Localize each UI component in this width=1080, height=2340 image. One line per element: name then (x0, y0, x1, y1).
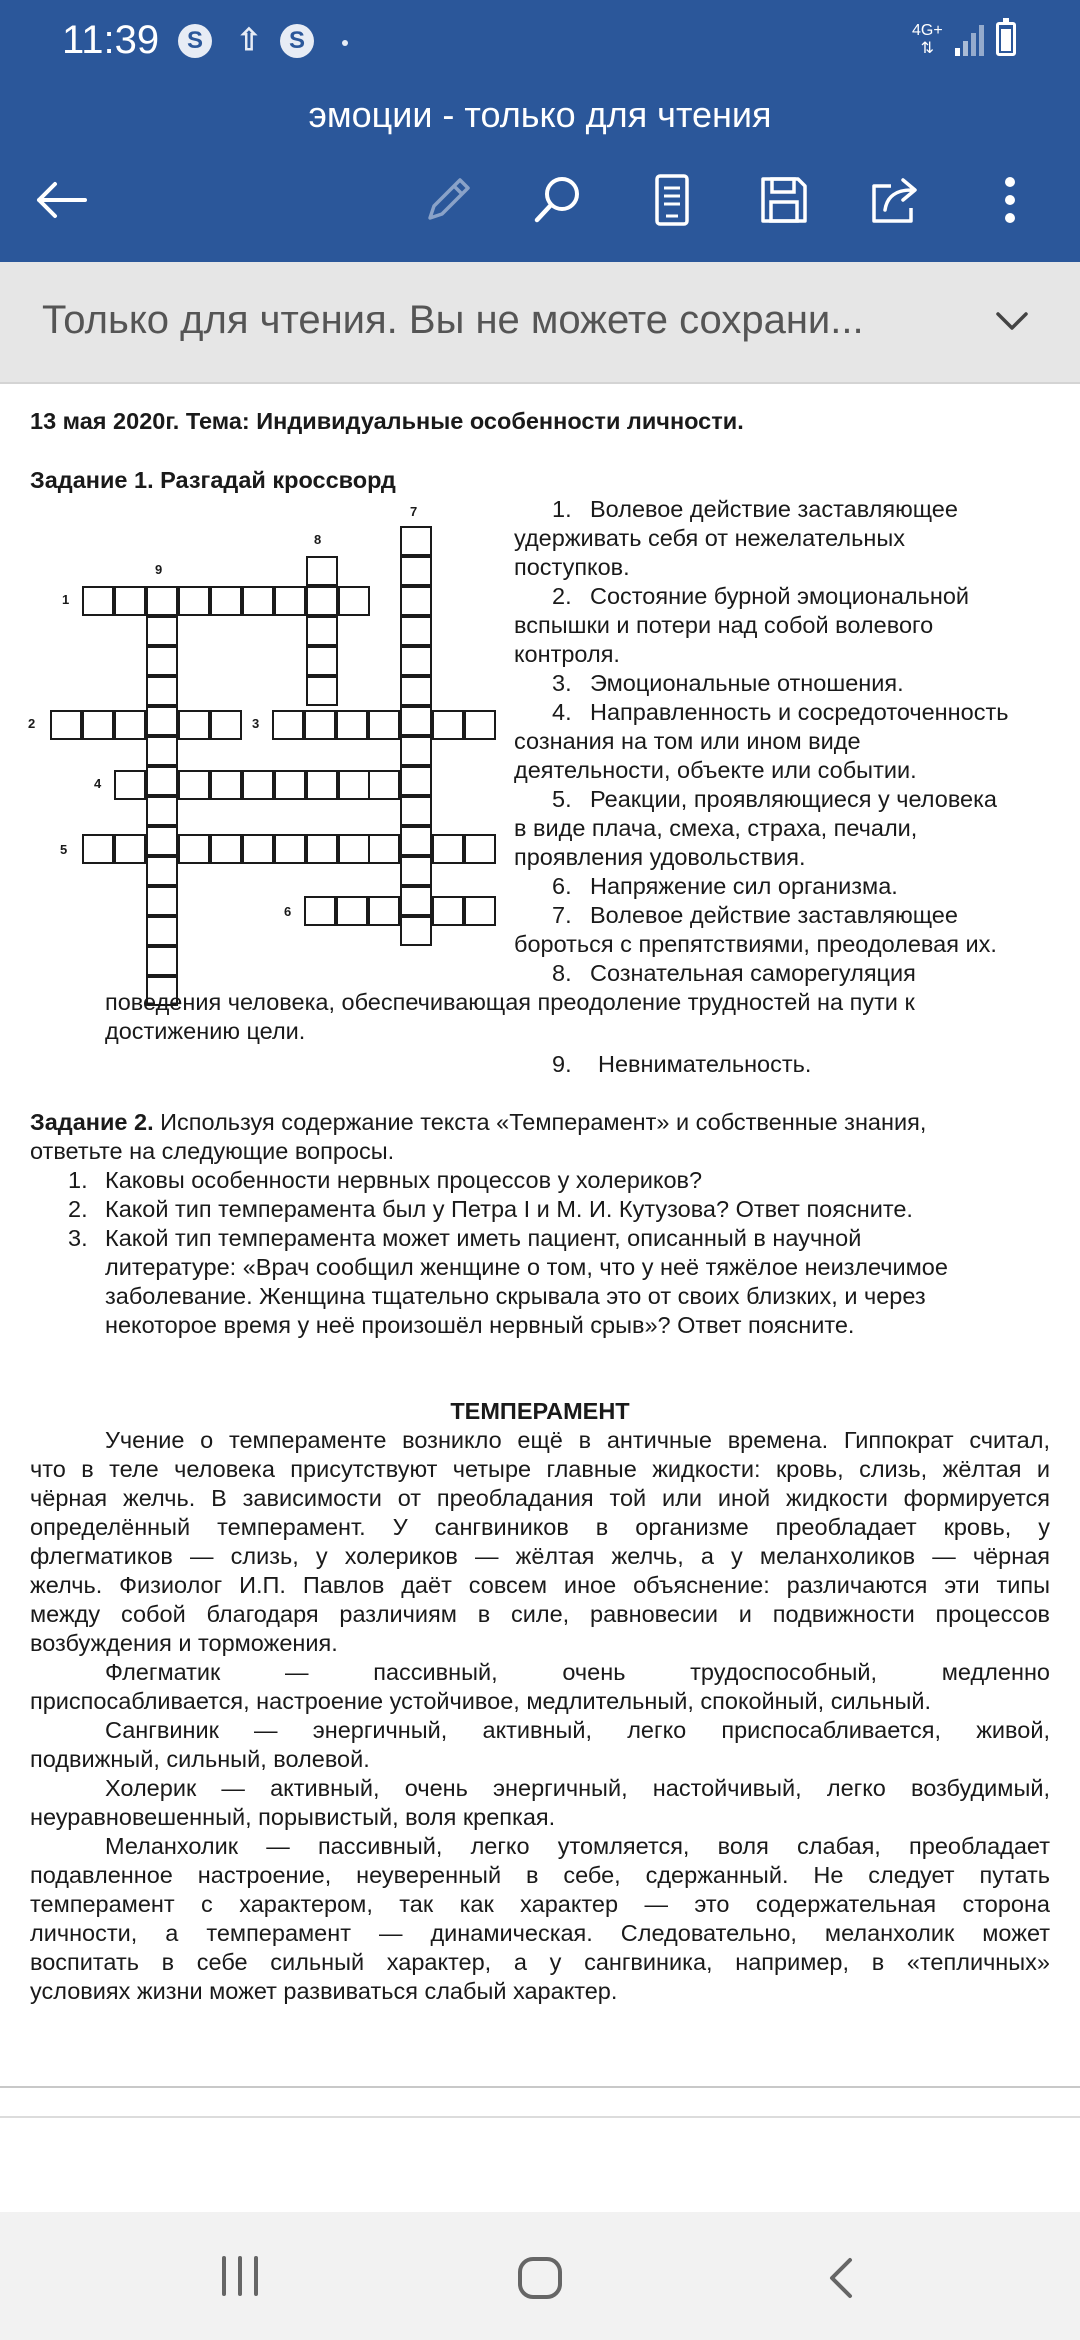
paragraph-line: Флегматик — пассивный, очень трудоспособный, медленно (105, 1659, 1050, 1685)
paragraph-line: желчь. Физиолог И.П. Павлов даёт совсем иное объяснение: различаются эти типы (30, 1572, 1050, 1598)
clue-number: 1. (552, 496, 572, 522)
task2-intro (30, 1108, 926, 1137)
paragraph-line: подвижный, сильный, волевой. (30, 1746, 370, 1772)
paragraph-line: Холерик — активный, очень энергичный, настойчивый, легко возбудимый, (105, 1775, 1050, 1801)
paragraph-line: Сангвиник — энергичный, активный, легко приспосабливается, живой, (105, 1717, 1050, 1743)
chevron-down-icon[interactable] (992, 298, 1032, 350)
clue-text: Волевое действие заставляющее (590, 496, 958, 522)
crossword-number: 5 (60, 842, 68, 857)
paragraph-line: чёрная желчь. В зависимости от преобладания той или иной жидкости формируется (30, 1485, 1050, 1511)
clue-text: Невнимательность. (598, 1051, 812, 1077)
task1-title: Задание 1. Разгадай кроссворд (30, 467, 396, 493)
question-text: литературе: «Врач сообщил женщине о том, что у неё тяжёлое неизлечимое (105, 1254, 948, 1280)
status-bar (0, 0, 1080, 84)
crossword-number: 2 (28, 716, 36, 731)
clue-text: сознания на том или ином виде (514, 728, 861, 754)
battery-icon (996, 22, 1016, 56)
paragraph-line: между собой благодаря различиям в силе, равновесии и подвижности процессов (30, 1601, 1050, 1627)
crossword-number: 8 (314, 532, 322, 547)
question-text: заболевание. Женщина тщательно скрывала это от своих близких, и через (105, 1283, 926, 1309)
question-number: 2. (68, 1196, 88, 1222)
paragraph-line: подавленное настроение, неуверенный в себе, сдержанный. Не следует путать (30, 1862, 1050, 1888)
clue-text: бороться с препятствиями, преодолевая их. (514, 931, 997, 957)
document-page (0, 386, 1080, 2098)
clue-text: поведения человека, обеспечивающая преодоление трудностей на пути к (105, 989, 915, 1015)
clue-number: 2. (552, 583, 572, 609)
signal-icon (955, 22, 985, 58)
paragraph-line: неуравновешенный, порывистый, воля крепкая. (30, 1804, 556, 1830)
clue-number: 9. (552, 1051, 572, 1077)
read-only-banner[interactable] (0, 262, 1080, 384)
question-text: некоторое время у неё произошёл нервный срыв»? Ответ поясните. (105, 1312, 855, 1338)
skype-notification-icon: S (178, 24, 212, 58)
page-end-divider-2 (0, 2116, 1080, 2118)
clue-text: удерживать себя от нежелательных (514, 525, 905, 551)
clue-text: проявления удовольствия. (514, 844, 806, 870)
back-arrow-icon[interactable] (28, 168, 92, 232)
clue-text: в виде плача, смеха, страха, печали, (514, 815, 918, 841)
clue-text: деятельности, объекте или событии. (514, 757, 917, 783)
save-icon[interactable] (752, 168, 816, 232)
clue-text: Реакции, проявляющиеся у человека (590, 786, 997, 812)
system-navigation-bar (0, 2212, 1080, 2340)
clue-text: Направленность и сосредоточенность (590, 699, 1009, 725)
clue-text: вспышки и потери над собой волевого (514, 612, 934, 638)
mobile-view-icon[interactable] (640, 168, 704, 232)
paragraph-line: темперамент с характером, так как характер — это содержательная сторона (30, 1891, 1050, 1917)
crossword-number: 9 (155, 562, 163, 577)
task2-intro-text: Используя содержание текста «Темперамент» и собственные знания, (153, 1109, 927, 1135)
clue-text: Волевое действие заставляющее (590, 902, 958, 928)
paragraph-line: определённый темперамент. У сангвиников в организме преобладает кровь, у (30, 1514, 1050, 1540)
paragraph-line: Учение о темпераменте возникло ещё в античные времена. Гиппократ считал, (105, 1427, 1050, 1453)
temperament-title: ТЕМПЕРАМЕНТ (450, 1398, 630, 1424)
crossword-number: 7 (410, 504, 418, 519)
clue-number: 8. (552, 960, 572, 986)
task2-intro-text: ответьте на следующие вопросы. (30, 1138, 395, 1164)
paragraph-line: Меланхолик — пассивный, легко утомляется, воля слабая, преобладает (105, 1833, 1050, 1859)
clue-text: контроля. (514, 641, 620, 667)
network-activity: ⇅ (920, 40, 935, 57)
document-heading: 13 мая 2020г. Тема: Индивидуальные особенности личности. (30, 408, 744, 434)
question-number: 1. (68, 1167, 88, 1193)
clue-text: Эмоциональные отношения. (590, 670, 904, 696)
paragraph-line: возбуждения и торможения. (30, 1630, 338, 1656)
edit-pencil-icon[interactable] (416, 168, 480, 232)
page-end-divider (0, 2086, 1080, 2088)
crossword-number: 3 (252, 716, 260, 731)
paragraph-line: воспитать в себе сильный характер, а у сангвиника, например, в «тепличных» (30, 1949, 1050, 1975)
clue-number: 7. (552, 902, 572, 928)
read-only-message: Только для чтения. Вы не можете сохрани... (42, 298, 864, 342)
app-header (0, 0, 1080, 262)
network-indicator (912, 22, 943, 58)
paragraph-line: приспосабливается, настроение устойчивое, медлительный, спокойный, сильный. (30, 1688, 932, 1714)
clue-text: достижению цели. (105, 1018, 306, 1044)
back-icon[interactable] (826, 2256, 856, 2300)
clue-text: поступков. (514, 554, 630, 580)
share-icon[interactable] (864, 168, 928, 232)
crossword-number: 1 (62, 592, 70, 607)
clue-text: Сознательная саморегуляция (590, 960, 916, 986)
clue-number: 5. (552, 786, 572, 812)
network-type: 4G+ (912, 22, 943, 39)
task2-title: Задание 2. (30, 1109, 154, 1135)
paragraph-line: что в теле человека присутствуют четыре главные жидкости: кровь, слизь, жёлтая и (30, 1456, 1050, 1482)
recent-apps-icon[interactable] (218, 2256, 262, 2296)
clue-text: Состояние бурной эмоциональной (590, 583, 970, 609)
clue-number: 4. (552, 699, 572, 725)
more-notifications-dot (342, 40, 348, 46)
home-icon[interactable] (516, 2256, 564, 2300)
crossword-number: 4 (94, 776, 102, 791)
question-number: 3. (68, 1225, 88, 1251)
search-icon[interactable] (526, 168, 590, 232)
more-options-icon[interactable] (978, 168, 1042, 232)
paragraph-line: условиях жизни может развиваться слабый характер. (30, 1978, 618, 2004)
crossword-number: 6 (284, 904, 292, 919)
clue-text: Напряжение сил организма. (590, 873, 898, 899)
upload-notification-icon: ⇧ (236, 24, 262, 57)
status-time: 11:39 (62, 18, 160, 62)
question-text: Какой тип темперамента был у Петра I и М. И. Кутузова? Ответ поясните. (105, 1196, 913, 1222)
paragraph-line: флегматиков — слизь, у холериков — жёлтая желчь, а у меланхоликов — чёрная (30, 1543, 1050, 1569)
paragraph-line: личности, а темперамент — динамическая. Следовательно, меланхолик может (30, 1920, 1050, 1946)
question-text: Каковы особенности нервных процессов у холериков? (105, 1167, 703, 1193)
skype-notification-icon-2: S (280, 24, 314, 58)
question-text: Какой тип темперамента может иметь пациент, описанный в научной (105, 1225, 862, 1251)
clue-number: 3. (552, 670, 572, 696)
document-title: эмоции - только для чтения (308, 94, 772, 135)
clue-number: 6. (552, 873, 572, 899)
